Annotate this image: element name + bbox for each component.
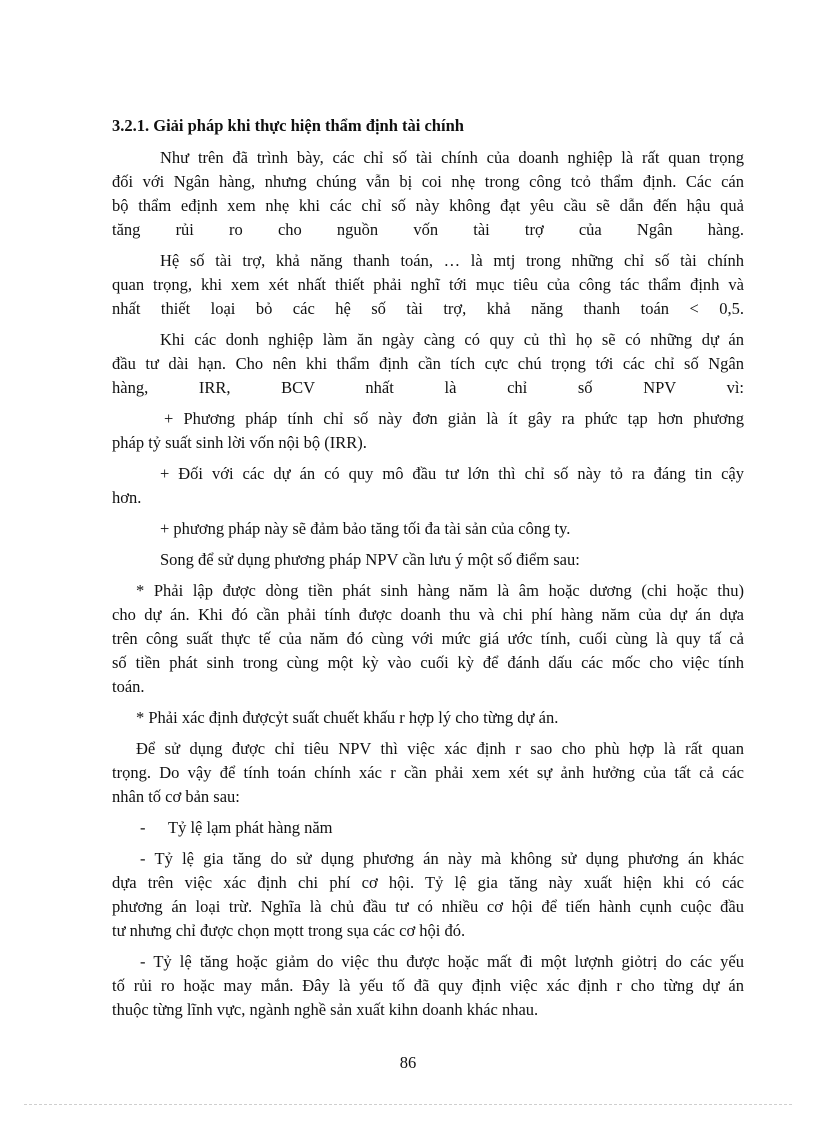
paragraph-3-line-2: đầu tư dài hạn. Cho nên khi thẩm định cần tích cực chú trọng tới các chỉ số Ngân (112, 354, 744, 373)
paragraph-11-line-4: tư nhưng chỉ được chọn mọtt trong sụa các cơ hội đó. (112, 921, 466, 940)
paragraph-2-line-1: Hệ số tài trợ, khả năng thanh toán, … là mtj trong những chỉ số tài chính (160, 251, 744, 270)
paragraph-11-line-3: phương án loại trừ. Nghĩa là chủ đầu tư có nhiều cơ hội để tiến hành cụnh cuộc đầu (112, 897, 744, 916)
paragraph-1-line-4: tăng rủi ro cho nguồn vốn tài trợ của Ngân hàng. (112, 220, 744, 239)
paragraph-11-line-1: - Tỷ lệ gia tăng do sử dụng phương án này mà không sử dụng phương án khác (140, 849, 744, 868)
paragraph-12-line-1: - Tỷ lệ tăng hoặc giảm do việc thu được hoặc mất đi một lượnh giỏtrị do các yếu (140, 952, 744, 971)
paragraph-5-line-2: hơn. (112, 488, 142, 507)
paragraph-1-line-1: Như trên đã trình bày, các chỉ số tài chính của doanh nghiệp là rất quan trọng (160, 148, 744, 167)
paragraph-8-line-5: toán. (112, 677, 145, 696)
paragraph-7: Song để sử dụng phương pháp NPV cần lưu ý một số điểm sau: (160, 550, 580, 569)
paragraph-3-line-3: hàng, IRR, BCV nhất là chỉ số NPV vì: (112, 378, 744, 397)
paragraph-12-line-3: thuộc từng lĩnh vực, ngành nghề sản xuất kihn doanh khác nhau. (112, 1000, 539, 1019)
paragraph-12-line-2: tố rủi ro hoặc may mắn. Đây là yếu tố đã quy định việc xác định r cho từng dự án (112, 976, 744, 995)
paragraph-10-line-1: Để sử dụng được chỉ tiêu NPV thì việc xác định r sao cho phù hợp là rất quan (136, 739, 744, 758)
paragraph-5-line-1: + Đối với các dự án có quy mô đầu tư lớn thì chỉ số này tỏ ra đáng tin cậy (160, 464, 744, 483)
paragraph-4-line-1: + Phương pháp tính chỉ số này đơn giản là ít gây ra phức tạp hơn phương (164, 409, 744, 428)
paragraph-2-line-2: quan trọng, khi xem xét nhất thiết phải nghĩ tới mục tiêu của công tác thẩm định và (112, 275, 744, 294)
bullet-dash: - (140, 818, 146, 837)
bullet-item (140, 816, 333, 840)
paragraph-1-line-3: bộ thẩm eđịnh xem nhẹ khi các chỉ số này không đạt yêu cầu sẽ dẫn đến hậu quả (112, 196, 744, 215)
paragraph-9: * Phải xác định đượcỷt suất chuết khấu r hợp lý cho từng dự án. (136, 708, 559, 727)
paragraph-1-line-2: đối với Ngân hàng, nhưng chúng vẫn bị coi nhẹ trong công tcỏ thẩm định. Các cán (112, 172, 744, 191)
paragraph-2-line-3: nhất thiết loại bỏ các hệ số tài trợ, khả năng thanh toán < 0,5. (112, 299, 744, 318)
paragraph-4-line-2: pháp tỷ suất sinh lời vốn nội bộ (IRR). (112, 433, 367, 452)
paragraph-8-line-4: số tiền phát sinh trong cùng một kỳ vào cuối kỳ để đánh dấu các mốc cho việc tính (112, 653, 744, 672)
paragraph-8-line-3: trên công suất thực tế của năm đó cùng với mức giá ước tính, cuối cùng là quy tấ cả (112, 629, 744, 648)
footer-divider (24, 1104, 792, 1105)
section-heading: 3.2.1. Giải pháp khi thực hiện thẩm định tài chính (112, 116, 464, 135)
paragraph-10-line-3: nhân tố cơ bản sau: (112, 787, 240, 806)
bullet-text: Tỷ lệ lạm phát hàng năm (168, 818, 333, 837)
paragraph-10-line-2: trọng. Do vậy để tính toán chính xác r cần phải xem xét sự ảnh hưởng của tất cả các (112, 763, 744, 782)
paragraph-11-line-2: dựa trên việc xác định chi phí cơ hội. Tỷ lệ gia tăng này xuất hiện khi có các (112, 873, 744, 892)
page-number: 86 (399, 1053, 417, 1072)
paragraph-8-line-1: * Phải lập được dòng tiền phát sinh hàng năm là âm hoặc dương (chi hoặc thu) (136, 581, 744, 600)
paragraph-6: + phương pháp này sẽ đảm bảo tăng tối đa tài sản của công ty. (160, 519, 571, 538)
paragraph-3-line-1: Khi các donh nghiệp làm ăn ngày càng có quy củ thì họ sẽ có những dự án (160, 330, 744, 349)
paragraph-8-line-2: cho dự án. Khi đó cần phải tính được doanh thu và chi phí hàng năm của dự án dựa (112, 605, 744, 624)
